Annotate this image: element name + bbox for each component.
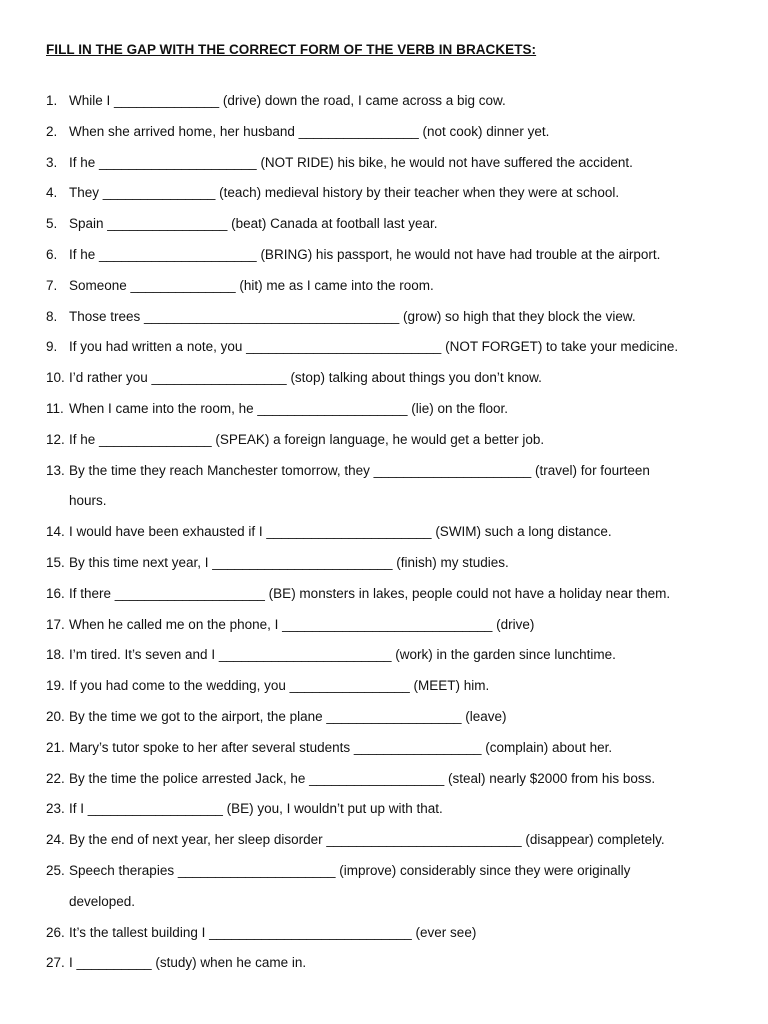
exercise-item-11 — [46, 394, 736, 425]
item-sentence: While I ______________ (drive) down the road, I came across a big cow. — [69, 93, 506, 108]
item-sentence: If you had come to the wedding, you ________________ (MEET) him. — [69, 678, 490, 694]
exercise-item-3 — [46, 148, 736, 179]
exercise-item-16 — [46, 579, 736, 610]
exercise-item-18 — [46, 640, 736, 671]
exercise-item-10 — [46, 363, 736, 394]
item-number: 11. — [46, 400, 64, 416]
item-sentence-continuation: developed. — [69, 893, 136, 909]
item-sentence: If you had written a note, you __________________________ (NOT FORGET) to take your medicine. — [69, 339, 679, 355]
item-number: 17. — [46, 616, 65, 632]
exercise-item-19 — [46, 671, 736, 702]
exercise-list — [46, 86, 736, 979]
exercise-item-7 — [46, 271, 736, 302]
exercise-item-14 — [46, 517, 736, 548]
item-sentence: If he _____________________ (NOT RIDE) his bike, he would not have suffered the accident. — [69, 154, 633, 170]
exercise-item-13 — [46, 456, 736, 518]
exercise-item-20 — [46, 702, 736, 733]
item-sentence: By the time they reach Manchester tomorrow, they _____________________ (travel) for fourteen — [69, 462, 650, 478]
exercise-item-25 — [46, 856, 736, 918]
item-sentence: Speech therapies _____________________ (improve) considerably since they were originally — [69, 862, 631, 878]
item-sentence: If I __________________ (BE) you, I wouldn’t put up with that. — [69, 801, 443, 817]
item-sentence-continuation: hours. — [69, 493, 107, 509]
exercise-item-6 — [46, 240, 736, 271]
item-number: 2. — [46, 123, 58, 139]
item-number: 8. — [46, 308, 58, 324]
item-number: 20. — [46, 708, 65, 724]
item-number: 26. — [46, 924, 65, 940]
item-sentence: I’d rather you __________________ (stop) talking about things you don’t know. — [69, 370, 542, 386]
item-sentence: When he called me on the phone, I ____________________________ (drive) — [69, 616, 535, 632]
item-number: 14. — [46, 524, 65, 540]
item-sentence: By this time next year, I ________________________ (finish) my studies. — [69, 554, 509, 570]
exercise-item-12 — [46, 425, 736, 456]
item-number: 13. — [46, 462, 65, 478]
item-number: 23. — [46, 801, 65, 817]
item-number: 18. — [46, 647, 65, 663]
item-sentence: I __________ (study) when he came in. — [69, 955, 307, 971]
item-number: 24. — [46, 832, 65, 848]
item-sentence: If there ____________________ (BE) monsters in lakes, people could not have a holiday near them. — [69, 585, 671, 601]
item-sentence: I would have been exhausted if I ______________________ (SWIM) such a long distance. — [69, 524, 612, 540]
exercise-item-4 — [46, 178, 736, 209]
exercise-item-22 — [46, 764, 736, 795]
item-sentence: By the end of next year, her sleep disorder __________________________ (disappear) completely. — [69, 832, 665, 848]
item-sentence: They _______________ (teach) medieval history by their teacher when they were at school. — [69, 185, 620, 201]
exercise-item-1 — [46, 86, 736, 117]
item-sentence: If he _____________________ (BRING) his passport, he would not have had trouble at the airport. — [69, 246, 661, 262]
item-number: 12. — [46, 431, 65, 447]
item-number: 25. — [46, 862, 65, 878]
item-number: 7. — [46, 277, 58, 293]
exercise-item-23 — [46, 794, 736, 825]
item-sentence: By the time the police arrested Jack, he __________________ (steal) nearly $2000 from his boss. — [69, 770, 656, 786]
item-sentence: It’s the tallest building I ___________________________ (ever see) — [69, 924, 477, 940]
item-number: 1. — [46, 93, 58, 108]
item-sentence: When she arrived home, her husband ________________ (not cook) dinner yet. — [69, 123, 550, 139]
item-sentence: Spain ________________ (beat) Canada at football last year. — [69, 216, 438, 232]
item-number: 4. — [46, 185, 58, 201]
item-number: 9. — [46, 339, 58, 355]
item-sentence: I’m tired. It’s seven and I _______________________ (work) in the garden since lunchtime. — [69, 647, 616, 663]
item-sentence: When I came into the room, he ____________________ (lie) on the floor. — [69, 400, 509, 416]
exercise-item-27 — [46, 948, 736, 979]
item-number: 10. — [46, 370, 65, 386]
exercise-item-17 — [46, 610, 736, 641]
item-number: 6. — [46, 246, 58, 262]
item-sentence: By the time we got to the airport, the plane __________________ (leave) — [69, 708, 507, 724]
item-number: 5. — [46, 216, 58, 232]
item-sentence: Those trees __________________________________ (grow) so high that they block the view. — [69, 308, 636, 324]
exercise-item-2 — [46, 117, 736, 148]
worksheet-title: FILL IN THE GAP WITH THE CORRECT FORM OF THE VERB IN BRACKETS: — [46, 42, 537, 57]
item-number: 19. — [46, 678, 65, 694]
item-sentence: Mary’s tutor spoke to her after several students _________________ (complain) about her. — [69, 739, 613, 755]
exercise-item-15 — [46, 548, 736, 579]
exercise-item-21 — [46, 733, 736, 764]
item-number: 22. — [46, 770, 65, 786]
item-number: 3. — [46, 154, 58, 170]
item-number: 21. — [46, 739, 65, 755]
exercise-item-24 — [46, 825, 736, 856]
exercise-item-26 — [46, 918, 736, 949]
exercise-item-5 — [46, 209, 736, 240]
item-sentence: If he _______________ (SPEAK) a foreign language, he would get a better job. — [69, 431, 545, 447]
item-number: 27. — [46, 955, 65, 971]
item-number: 15. — [46, 554, 65, 570]
exercise-item-9 — [46, 332, 736, 363]
item-sentence: Someone ______________ (hit) me as I came into the room. — [69, 277, 434, 293]
item-number: 16. — [46, 585, 65, 601]
exercise-item-8 — [46, 302, 736, 333]
